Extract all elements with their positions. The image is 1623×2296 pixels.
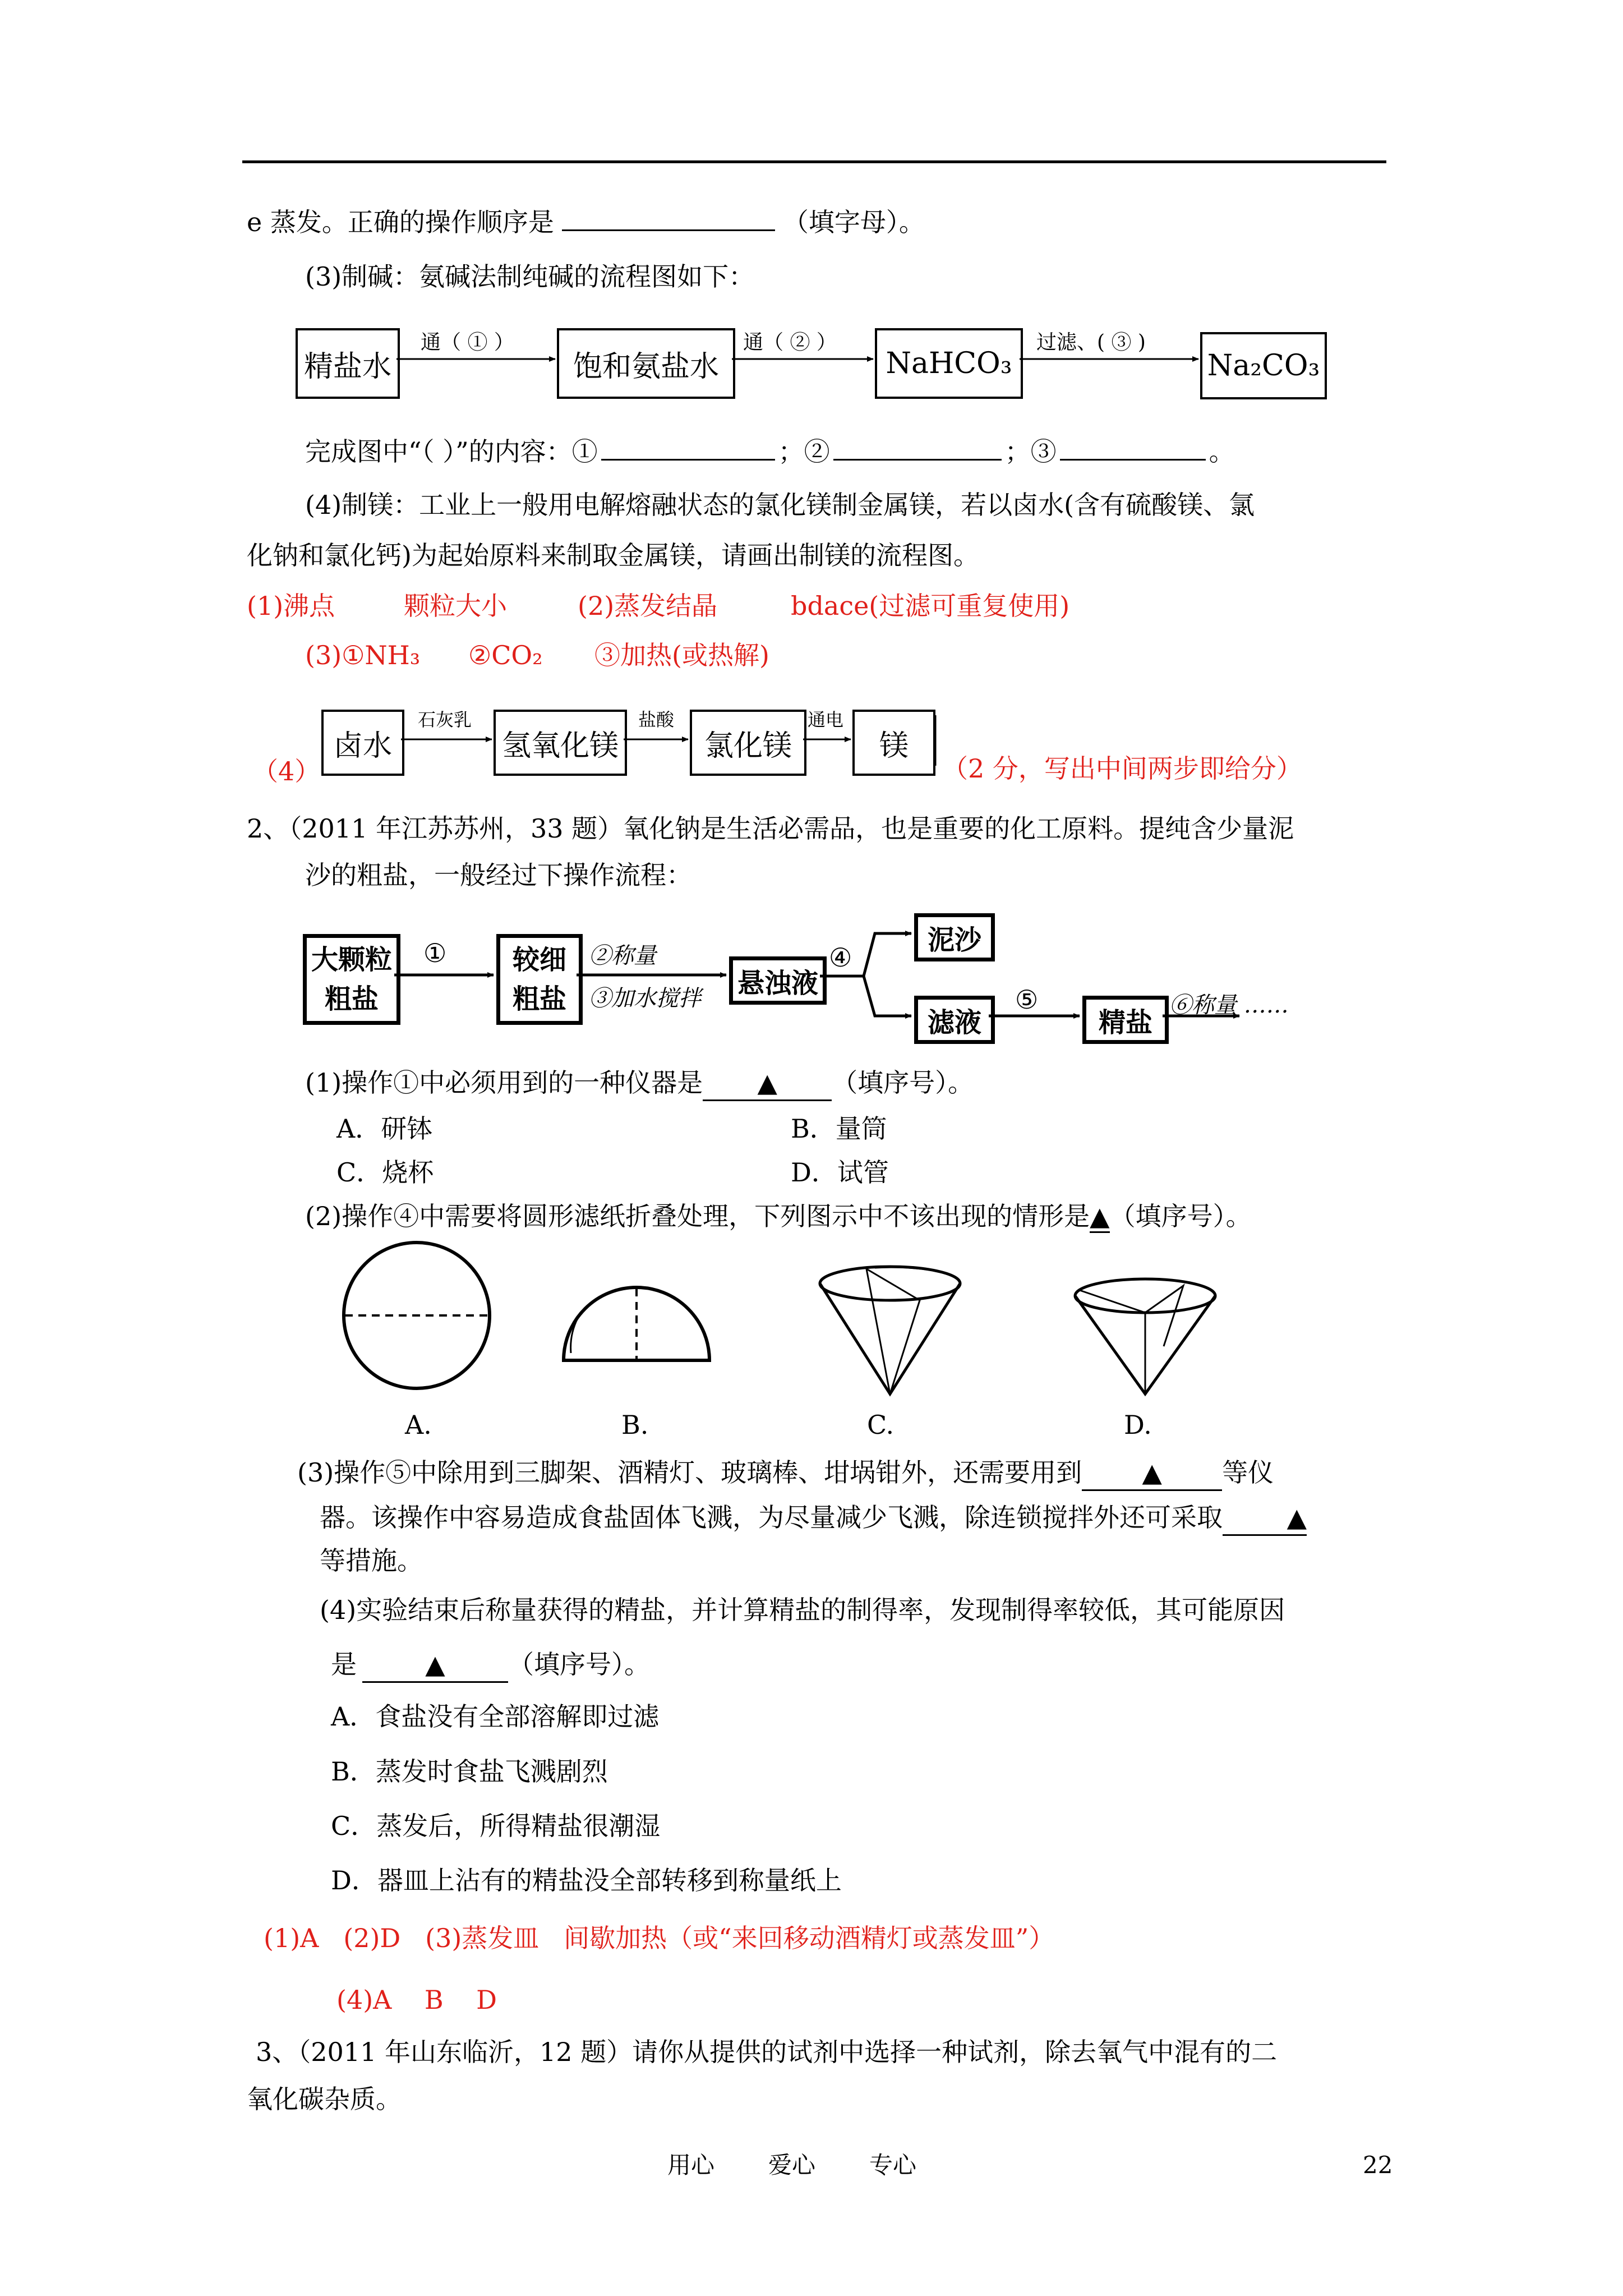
flow3-arrow-label: ②称量 <box>589 943 656 969</box>
answer-text: (4)A B D <box>336 1985 497 2015</box>
flow3-box: 精盐 <box>1082 996 1169 1044</box>
filter-figure-d <box>1075 1279 1215 1394</box>
answer-text: (3)①NH₃ <box>305 640 421 670</box>
figure-label: D. <box>1124 1410 1152 1440</box>
flow2-arrow-label: 盐酸 <box>638 709 675 730</box>
line-text: （填字母）。 <box>782 207 925 237</box>
line-text: ；② <box>778 436 830 467</box>
option-text: A．研钵 <box>336 1114 433 1144</box>
part-text: （填序号）。 <box>1109 1201 1252 1231</box>
part-text: (1)操作①中必须用到的一种仪器是 <box>305 1068 703 1098</box>
answer-text: (1)沸点 <box>247 591 335 621</box>
filter-figure-c <box>820 1267 960 1394</box>
flow2-box: 卤水 <box>321 710 404 776</box>
flow2-arrow-label: 石灰乳 <box>418 709 472 730</box>
box-line: 较细 <box>512 944 566 976</box>
flow3-arrow-label: ⑤ <box>1015 984 1039 1015</box>
figure-label: C. <box>867 1410 895 1440</box>
question-text: 3、（2011 年山东临沂，12 题）请你从提供的试剂中选择一种试剂，除去氧气中混有的二 <box>256 2037 1278 2067</box>
answer-text: 颗粒大小 <box>404 591 507 621</box>
answer-text: ②CO₂ <box>468 640 543 670</box>
line-text: 。 <box>1209 436 1235 467</box>
flow2-box: 镁 <box>852 710 935 776</box>
question-part: (4)实验结束后称量获得的精盐，并计算精盐的制得率，发现制得率较低，其可能原因 <box>320 1595 1285 1625</box>
line-text: 完成图中“（ ）”的内容：① <box>305 436 598 467</box>
flow1-arrow-label: 过滤、( ③ ) <box>1036 331 1146 354</box>
figure-label: B. <box>621 1410 649 1440</box>
text-line: (4)制镁：工业上一般用电解熔融状态的氯化镁制金属镁，若以卤水(含有硫酸镁、氯 <box>305 490 1255 520</box>
flow3-arrow-label: ① <box>423 938 447 968</box>
part-text: 器。该操作中容易造成食盐固体飞溅，为尽量减少飞溅，除连锁搅拌外还可采取 <box>320 1502 1223 1533</box>
answer-text: （2 分，写出中间两步即给分） <box>942 753 1302 784</box>
question-part <box>320 1501 1307 1536</box>
flow3-arrow <box>864 933 911 976</box>
flow1-box: Na₂CO₃ <box>1200 332 1327 399</box>
flow3-box: 悬浊液 <box>729 956 827 1005</box>
question-part <box>305 1199 1252 1233</box>
flow3-arrow-label: ⑥称量 …… <box>1169 992 1289 1018</box>
line-text: e 蒸发。正确的操作顺序是 <box>247 207 554 237</box>
answer-text: ③加热(或热解) <box>594 640 769 670</box>
flow3-box: 泥沙 <box>914 913 995 961</box>
answer-text: bdace(过滤可重复使用) <box>791 591 1070 621</box>
flow3-arrow <box>864 976 911 1016</box>
option-text: B．量筒 <box>791 1114 887 1144</box>
flow3-arrow-label: ④ <box>829 942 852 973</box>
flow3-box: 滤液 <box>914 996 995 1044</box>
option-text: B．蒸发时食盐飞溅剧烈 <box>331 1756 608 1787</box>
answer-blank: ▲ <box>703 1066 832 1101</box>
flow1-arrow-label: 通（ ② ） <box>743 331 837 354</box>
question-text: 氧化碳杂质。 <box>247 2084 402 2114</box>
flow1-box: NaHCO₃ <box>875 328 1023 399</box>
footer-motto: 爱心 <box>768 2151 816 2179</box>
answer-blank: ▲ <box>1223 1501 1307 1536</box>
part-text: (2)操作④中需要将圆形滤纸折叠处理，下列图示中不该出现的情形是 <box>305 1201 1090 1231</box>
option-text: C．烧杯 <box>336 1157 434 1188</box>
option-text: D．器皿上沾有的精盐没全部转移到称量纸上 <box>331 1865 842 1895</box>
flow1-arrow-label: 通（ ① ） <box>421 331 514 354</box>
answer-text: (1)A (2)D (3)蒸发皿 间歇加热（或“来回移动酒精灯或蒸发皿”） <box>264 1923 1055 1953</box>
flow1-box: 精盐水 <box>296 328 400 399</box>
box-line: 粗盐 <box>512 983 566 1015</box>
text-line: (3)制碱：氨碱法制纯碱的流程图如下： <box>305 261 755 292</box>
footer-motto: 专心 <box>869 2151 917 2179</box>
question-part <box>305 1066 974 1101</box>
line-text: ；③ <box>1004 436 1057 467</box>
option-text: D．试管 <box>791 1157 889 1188</box>
question-part <box>297 1456 1274 1491</box>
flow2-arrow-label: 通电 <box>808 709 844 730</box>
text-line: 化钠和氯化钙)为起始原料来制取金属镁，请画出制镁的流程图。 <box>247 540 979 570</box>
box-line: 粗盐 <box>324 983 379 1015</box>
flow2-box: 氯化镁 <box>690 710 806 776</box>
answer-text: （4） <box>252 756 321 786</box>
part-text: 等仪 <box>1222 1457 1274 1488</box>
question-part <box>331 1648 650 1683</box>
part-text: 是 <box>331 1649 357 1680</box>
filter-figure-b <box>564 1287 709 1360</box>
answer-blank: ▲ <box>1082 1456 1222 1491</box>
option-text: C．蒸发后，所得精盐很潮湿 <box>331 1811 661 1841</box>
question-part: 等措施。 <box>320 1545 423 1576</box>
part-text: （填序号）。 <box>832 1068 974 1098</box>
question-text: 2、（2011 年江苏苏州，33 题）氧化钠是生活必需品，也是重要的化工原料。提纯含少量泥 <box>247 813 1294 844</box>
part-text: (3)操作⑤中除用到三脚架、酒精灯、玻璃棒、坩埚钳外，还需要用到 <box>297 1457 1082 1488</box>
page-number: 22 <box>1363 2151 1393 2179</box>
flow1-box: 饱和氨盐水 <box>557 328 735 399</box>
box-line: 大颗粒 <box>311 944 392 976</box>
part-text: （填序号）。 <box>508 1649 650 1680</box>
flow2-box: 氢氧化镁 <box>494 710 627 776</box>
figure-label: A. <box>405 1410 432 1440</box>
question-text: 沙的粗盐，一般经过下操作流程： <box>305 860 692 890</box>
answer-blank: ▲ <box>1090 1201 1109 1233</box>
footer-motto: 用心 <box>667 2151 715 2179</box>
filter-figure-a <box>344 1243 490 1388</box>
answer-blank: ▲ <box>362 1648 508 1683</box>
answer-text: (2)蒸发结晶 <box>578 591 718 621</box>
flow3-arrow-label: ③加水搅拌 <box>589 986 701 1011</box>
option-text: A．食盐没有全部溶解即过滤 <box>331 1701 660 1732</box>
